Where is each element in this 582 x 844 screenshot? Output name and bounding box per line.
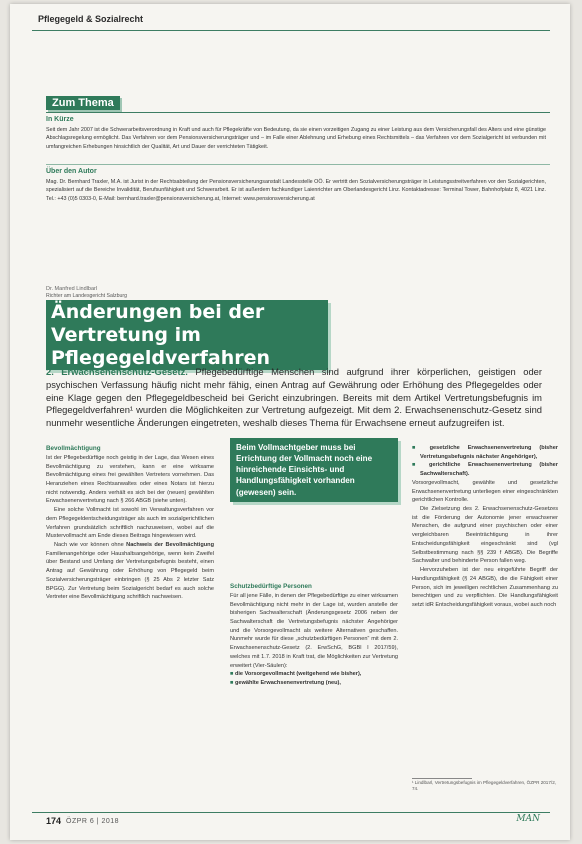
lead-text: Pflegebedürftige Menschen sind aufgrund ihrer körperlichen, geistigen oder psychischen Verfassung häufig nicht mehr fähig, einen Antrag auf Gewährung oder Erhöhung des Pflegegeldes oder eine Klage gegen den Pflegegeldbescheid bei Gericht einzubringen. Bereits mit dem Artikel Vertretungsbefugnis im Pflegegeldverfahren¹ wurden die Möglichkeiten zur Vertretung aufgezeigt. Mit dem 2. Erwachsenenschutz-Gesetz sind nunmehr wesentliche Änderungen eingetreten, weshalb dieses Thema für Erwachsene erneut aufzugreifen ist. — [46, 366, 542, 429]
pull-quote: Beim Vollmachtgeber muss bei Errichtung der Vollmacht noch eine hinreichende Einsichts- und Handlungsfähigkeit vorhanden (gewesen) sein. — [230, 438, 398, 502]
bullet-text: gewählte Erwachsenenvertretung (neu), — [234, 680, 341, 686]
footnote-divider — [412, 778, 472, 779]
col1-p3-bold: Nachweis der Bevollmächtigung — [126, 542, 214, 548]
in-kuerze-text: Seit dem Jahr 2007 ist die Schwerarbeitsverordnung in Kraft und auch für Pflegekräfte von Bedeutung, da sie einen vorzeitigen Zugang zu einer Leistung aus dem Versicherungsfall des Alters und eine günstige Abschlagsregelung ermöglicht. Das Verfahren vor dem Pensionsversicherungsträger und – im Falle einer Ablehnung und Erhebung eines Rechtsmittels – das Verfahren vor dem Sozialgericht ist verbunden mit umfangreichen Erhebungen hinsichtlich der Qualität, Art und Dauer der verrichteten Tätigkeit. — [46, 127, 546, 150]
bullet-gerichtliche-vertretung: ■ gerichtliche Erwachsenenvertretung (bisher Sachwalterschaft). — [412, 462, 558, 478]
col1-p3-start: Nach wie vor können ohne — [54, 542, 127, 548]
author-name: Dr. Manfred Lindlbarl — [46, 286, 98, 292]
page-number: 174 — [46, 816, 62, 826]
ueber-den-autor-heading: Über den Autor — [46, 168, 97, 175]
column-3 — [412, 444, 558, 610]
header-divider — [32, 30, 550, 31]
bullet-text: gerichtliche Erwachsenenvertretung (bisher Sachwalterschaft). — [420, 462, 558, 478]
col1-p3-end: Familienangehörige oder Haushaltsangehörige, wenn kein Zweifel über Bestand und Umfang der Vertretungsbefugnis besteht, einen Antrag auf Gewährung oder Erhöhung von Pflegegeld beim Sozialversicherungsträger einbringen (§ 25 Abs 2 letzter Satz BPGG). Zur Vertretung beim Sozialgericht bedarf es auch solche Vertreter eine Bevollmächtigung schriftlich nachweisen. — [46, 550, 214, 601]
section-divider — [46, 164, 550, 165]
lead-heading: 2. Erwachsenenschutz-Gesetz. — [46, 366, 188, 377]
in-kuerze-heading: In Kürze — [46, 116, 74, 123]
column-1 — [46, 444, 214, 602]
bullet-vorsorgevollmacht: ■ die Vorsorgevollmacht (weitgehend wie bisher), — [230, 671, 362, 678]
zum-thema-label: Zum Thema — [46, 96, 120, 110]
document-page — [10, 4, 570, 840]
col1-paragraph-3 — [46, 541, 214, 602]
bullet-text: gesetzliche Erwachsenenvertretung (bisher Vertretungsbefugnis nächster Angehöriger), — [420, 445, 558, 460]
author-role: Richter am Landesgericht Salzburg — [46, 293, 128, 300]
bullet-text: die Vorsorgevollmacht (weitgehend wie bisher), — [234, 671, 362, 678]
footer-divider — [32, 812, 550, 813]
col2-paragraph-1: Für all jene Fälle, in denen der Pflegebedürftige zu einer wirksamen Bevollmächtigung nicht mehr in der Lage ist, wurden anstelle der bisherigen Sachwalterschaft (Änderungsgesetz 2006 neben der Sachwalterschaft die Vertretungsbefugnis nächster Angehöriger und die Vorsorgevollmacht als weitere Alternativen geschaffen. Nunmehr wurde für diese „schutzbedürftigen Personen“ mit dem 2. Erwachsenenschutz-Gesetz (2. ErwSchG, BGBl I 2017/59), welches mit 1.7. 2018 in Kraft trat, die Möglichkeiten zur Vertretung erweitert (Vier-Säulen): — [230, 592, 398, 669]
zum-thema-divider — [46, 112, 550, 113]
col1-paragraph-1: Ist der Pflegebedürftige noch geistig in der Lage, das Wesen eines Bevollmächtigung zu verstehen, kann er eine wirksame Bevollmächtigung eines frei gewählten Vertreters vornehmen. Das Heranziehen eines Rechtsanwaltes oder eines Notars ist hierzu nicht notwendig. Anders verhält es sich bei der (neuen) gewählten Erwachsenenvertretung nach § 266 ABGB (siehe unten). — [46, 454, 214, 505]
col1-paragraph-2: Eine solche Vollmacht ist sowohl im Verwaltungsverfahren vor dem Pflegegeldentscheidungsträger als auch im sozialgerichtlichen Verfahren grundsätzlich schriftlich nachzuweisen, wobei auf die Mustervollmacht am Ende dieses Beitrags hingewiesen wird. — [46, 507, 214, 540]
col3-paragraph-3: Hervorzuheben ist der neu eingeführte Begriff der Handlungsfähigkeit (§ 24 ABGB), die die Fähigkeit einer Person, sich im jeweiligen rechtlichen Zusammenhang zu berechtigen und zu verpflichten. Die Handlungsfähigkeit setzt idR Entscheidungsfähigkeit voraus, wobei auch noch — [412, 567, 558, 608]
handwritten-initials: MAN — [516, 814, 540, 824]
issue-label: ÖZPR 6 | 2018 — [66, 818, 120, 825]
article-author — [46, 286, 127, 300]
column-2 — [230, 582, 398, 688]
footnote: ¹ Lindlbarl, Vertretungsbefugnis im Pflegegeldverfahren, ÖZPR 2017/2, 74. — [412, 780, 557, 791]
bevollmaechtigung-heading: Bevollmächtigung — [46, 445, 101, 452]
col3-paragraph-2: Die Zielsetzung des 2. Erwachsenenschutz-Gesetzes ist die Förderung der Autonomie jener erwachsener Menschen, die aufgrund einer psychischen oder einer vergleichbaren Beeinträchtigung in ihrer Entscheidungsfähigkeit eingeschränkt sind (vgl Selbstbestimmung nach §§ 239 f ABGB). Die Begriffe Sachwalter und behinderte Person fallen weg. — [412, 506, 558, 565]
schutzbeduerftige-heading: Schutzbedürftige Personen — [230, 583, 312, 590]
col3-paragraph-1: Vorsorgevollmacht, gewählte und gesetzliche Erwachsenenvertretung unterliegen einer eingeschränkten gerichtlichen Kontrolle. — [412, 479, 558, 504]
lead-paragraph — [46, 366, 542, 430]
running-head: Pflegegeld & Sozialrecht — [38, 14, 144, 24]
bullet-gewaehlte-vertretung: ■ gewählte Erwachsenenvertretung (neu), — [230, 680, 341, 686]
bullet-gesetzliche-vertretung: ■ gesetzliche Erwachsenenvertretung (bisher Vertretungsbefugnis nächster Angehöriger), — [412, 445, 558, 460]
ueber-den-autor-text: Mag. Dr. Bernhard Traxler, M.A. ist Jurist in der Rechtsabteilung der Pensionsversicherungsanstalt Landesstelle OÖ. Er vertritt den Sozialversicherungsträger in Leistungsstreitverfahren vor den Sozialgerichten, spezialisiert auf die Bereiche Invalidität, Berufsunfähigkeit und Schwerarbeit. Er ist außerdem fachkundiger Laienrichter am Oberlandesgericht Linz. Kontaktadresse: Terminal Tower, Bahnhofplatz 8, 4021 Linz. Tel.: +43 (0)5 0303-0, E-Mail: bernhard.traxler@pensionsversicherung.at, Internet: www.pensionsversicherung.at — [46, 179, 546, 202]
article-title: Änderungen bei der Vertretung im Pflegegeldverfahren — [46, 300, 328, 370]
